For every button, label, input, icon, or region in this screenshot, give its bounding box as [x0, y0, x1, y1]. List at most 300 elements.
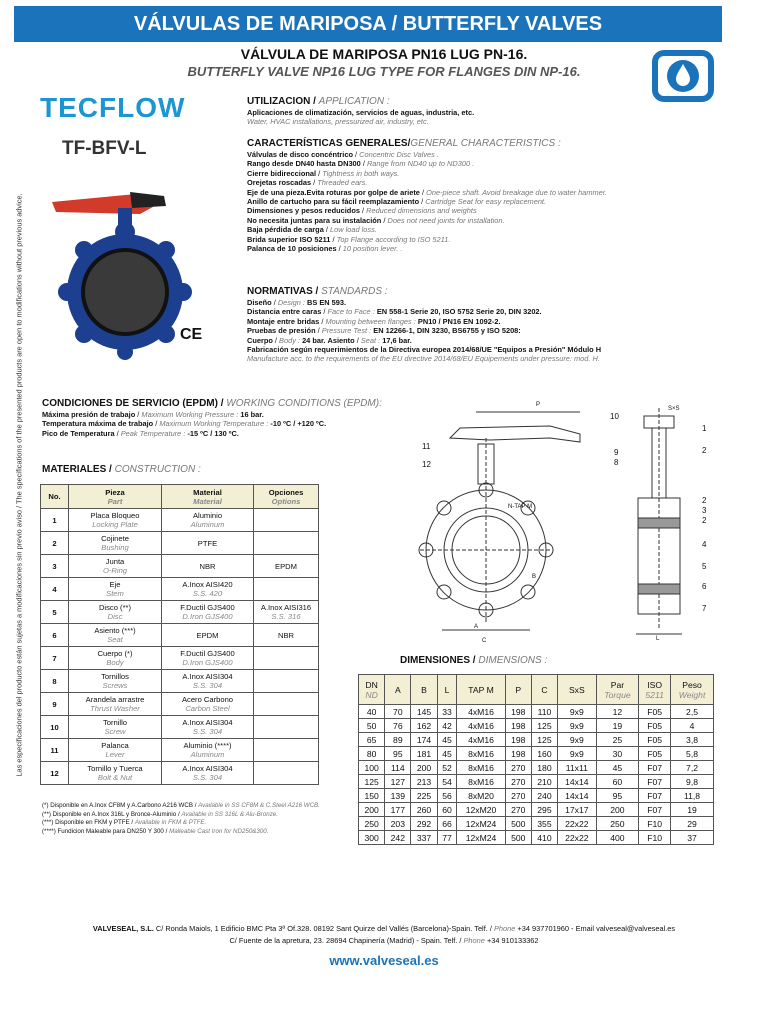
- characteristic-en: Cartridge Seat for easy replacement.: [425, 197, 547, 207]
- material-cell-en: S.S. 420: [192, 589, 223, 598]
- dimension-header: [437, 675, 457, 705]
- dimension-header: [596, 675, 639, 705]
- note-en: Available in SS CF8M & C.Steel A216 WCB.: [198, 802, 320, 809]
- row-number: 5: [41, 601, 69, 624]
- table-row: [41, 624, 319, 647]
- option-cell: [254, 578, 319, 601]
- dimension-cell: 9x9: [558, 733, 597, 747]
- option-cell: [254, 693, 319, 716]
- condition-en: Maximum Working Pressure :: [141, 410, 239, 419]
- dimension-cell: 355: [531, 817, 557, 831]
- material-cell-en: Carbon Steel: [185, 704, 230, 713]
- table-row: [41, 509, 319, 532]
- material-cell-es: A.Inox AISI304: [182, 718, 233, 727]
- dimension-cell: 114: [385, 761, 411, 775]
- part-cell-es: Asiento (***): [94, 626, 136, 635]
- standard-value: EN 12266-1, DIN 3230, BS6755 y ISO 5208:: [373, 326, 521, 336]
- row-number: 3: [41, 555, 69, 578]
- row-number: 6: [41, 624, 69, 647]
- dimension-cell: 66: [437, 817, 457, 831]
- note-item: [42, 819, 402, 828]
- part-cell-en: Body: [106, 658, 124, 667]
- part-cell: [69, 601, 162, 624]
- standard-en: Pressure Test :: [321, 326, 372, 336]
- part-cell: [69, 578, 162, 601]
- option-cell: [254, 601, 319, 624]
- dimension-cell: 45: [437, 733, 457, 747]
- dimension-cell: 12xM24: [457, 817, 505, 831]
- material-cell: [162, 509, 254, 532]
- option-cell-es: A.Inox AISI316: [260, 603, 312, 612]
- dimension-cell: 4xM16: [457, 719, 505, 733]
- part-cell-en: Bushing: [101, 543, 129, 552]
- ce-mark: CE: [180, 326, 203, 343]
- dimension-cell: 213: [411, 775, 437, 789]
- dimension-header-label: P: [515, 684, 522, 695]
- dimension-cell: 127: [385, 775, 411, 789]
- website-link[interactable]: www.valveseal.es: [329, 953, 439, 968]
- water-drop-logo-icon: [652, 50, 714, 102]
- condition-item: Pico de Temperatura / Peak Temperature : -15 ºC / 130 ºC.: [42, 428, 239, 438]
- table-row: [41, 532, 319, 555]
- dimension-cell: 77: [437, 831, 457, 845]
- footer-address-2: C/ Fuente de la apretura, 23. 28694 Chapinería (Madrid) - Spain. Telf. / Phone +34 910133362: [229, 936, 539, 945]
- characteristics-section: CARACTERÍSTICAS GENERALES/GENERAL CHARACTERISTICS : Válvulas de disco concéntrico / Concentric Disc Valves . Rango desde DN40 hasta DN300 / Range from ND40 up to ND300 . Cierre bidireccional / Tightness in both ways. Orejetas roscadas / Threaded ears. Eje de una pieza.Evita roturas por golpe de ariete / One-piece shaft. Avoid breakage due to water hammer. Anillo de cartucho para su fácil reemplazamiento / Cartridge Seat for easy replacement. Dimensiones y pesos reducidos / Reduced dimensions and weights No necesita juntas para su instalación / Does not need joints for installation. Baja pérdida de carga / Low load loss. Brida superior ISO 5211 / Top Flange according to ISO 5211. Palanca de 10 posiciones / 10 position lever. .: [247, 138, 727, 253]
- standard-en: Mounting between flanges :: [325, 316, 416, 326]
- condition-en: Peak Temperature :: [120, 428, 186, 438]
- part-cell-es: Cuerpo (*): [97, 649, 133, 658]
- characteristic-en: Reduced dimensions and weights: [366, 206, 477, 216]
- row-number: 12: [41, 762, 69, 785]
- dimension-cell: 292: [411, 817, 437, 831]
- condition-es: Temperatura máxima de trabajo: [42, 419, 154, 429]
- table-row: [359, 831, 714, 845]
- dimension-cell: 225: [411, 789, 437, 803]
- dimension-cell: 260: [411, 803, 437, 817]
- dimension-cell: 4xM16: [457, 705, 505, 719]
- dimension-cell: 250: [359, 817, 385, 831]
- condition-value: -10 ºC / +120 ºC.: [270, 419, 327, 429]
- part-cell-en: Stem: [106, 589, 124, 598]
- model-code: TF-BFV-L: [62, 138, 147, 159]
- dimension-cell: 22x22: [558, 817, 597, 831]
- characteristic-en: Does not need joints for installation.: [387, 215, 505, 225]
- material-cell: [162, 578, 254, 601]
- option-cell: [254, 670, 319, 693]
- note-es: (**) Disponible en A.Inox 316L y Bronce-Aluminio /: [42, 810, 180, 818]
- dimension-cell: F07: [639, 775, 671, 789]
- part-cell-es: Arandela arrastre: [85, 695, 145, 704]
- dimension-cell: 9x9: [558, 719, 597, 733]
- dimension-cell: 240: [531, 789, 557, 803]
- material-cell: [162, 532, 254, 555]
- col-material: Material Material: [162, 485, 254, 509]
- material-cell: [162, 670, 254, 693]
- part-cell-en: O-Ring: [102, 566, 128, 575]
- table-row: [359, 789, 714, 803]
- dimension-cell: 270: [505, 761, 531, 775]
- characteristic-es: Rango desde DN40 hasta DN300: [247, 159, 361, 169]
- material-cell: [162, 762, 254, 785]
- part-cell: [69, 509, 162, 532]
- dimension-cell: 203: [385, 817, 411, 831]
- material-cell-en: D.Iron GJS400: [182, 612, 233, 621]
- option-cell: [254, 716, 319, 739]
- table-row: [41, 601, 319, 624]
- dimension-cell: 337: [411, 831, 437, 845]
- dimension-header: [558, 675, 597, 705]
- table-row: [359, 761, 714, 775]
- table-row: [359, 803, 714, 817]
- standard-en: Face to Face :: [327, 307, 375, 317]
- dimension-cell: 125: [359, 775, 385, 789]
- part-cell-en: Thrust Washer: [90, 704, 140, 713]
- table-row: [41, 716, 319, 739]
- characteristic-es: Válvulas de disco concéntrico: [247, 150, 353, 159]
- dimension-cell: 295: [531, 803, 557, 817]
- dimension-cell: 12: [596, 705, 639, 719]
- dimension-cell: 150: [359, 789, 385, 803]
- dimension-cell: 4: [671, 719, 714, 733]
- dimension-cell: 45: [596, 761, 639, 775]
- table-row: [359, 733, 714, 747]
- note-en: Available in FKM & PTFE.: [134, 819, 207, 827]
- materials-notes: [42, 802, 402, 836]
- dimension-cell: 4xM16: [457, 733, 505, 747]
- material-cell-en: S.S. 304: [192, 727, 223, 736]
- dimension-cell: 22x22: [558, 831, 597, 845]
- dimension-cell: 242: [385, 831, 411, 845]
- characteristic-item: Baja pérdida de carga / Low load loss.: [247, 225, 377, 235]
- characteristic-en: Tightness in both ways.: [322, 168, 400, 178]
- col-part: Pieza Part: [69, 485, 162, 509]
- row-number: 10: [41, 716, 69, 739]
- dimensions-heading: DIMENSIONES / DIMENSIONS :: [400, 655, 548, 666]
- dimension-cell: 37: [671, 831, 714, 845]
- dimension-header-label: Par: [610, 679, 625, 690]
- dimension-cell: 198: [505, 747, 531, 761]
- dimension-cell: F05: [639, 719, 671, 733]
- standard-es: Diseño: [247, 298, 272, 307]
- note-item: [42, 802, 402, 811]
- characteristic-es: Dimensiones y pesos reducidos: [247, 206, 360, 216]
- working-conditions-section: CONDICIONES DE SERVICIO (EPDM) / WORKING CONDITIONS (EPDM): Máxima presión de trabajo / Maximum Working Pressure : 16 bar. Temperatura máxima de trabajo / Maximum Working Temperature : -10 ºC / +120 ºC. Pico de Temperatura / Peak Temperature : -15 ºC / 130 ºC.: [42, 398, 402, 438]
- dimension-cell: 200: [411, 761, 437, 775]
- characteristic-en: Top Flange according to ISO 5211.: [336, 234, 451, 244]
- material-cell-es: A.Inox AISI304: [182, 764, 233, 773]
- note-item: [42, 811, 402, 820]
- materials-heading: MATERIALES / CONSTRUCTION :: [42, 464, 201, 475]
- dimension-cell: 80: [359, 747, 385, 761]
- standard-item: Diseño / Design : BS EN 593.: [247, 298, 347, 307]
- dimension-cell: 11x11: [558, 761, 597, 775]
- characteristic-item: No necesita juntas para su instalación / Does not need joints for installation.: [247, 215, 505, 225]
- characteristic-item: Brida superior ISO 5211 / Top Flange according to ISO 5211.: [247, 234, 451, 244]
- material-cell-es: Aluminio (****): [183, 741, 232, 750]
- dimension-cell: 33: [437, 705, 457, 719]
- dimension-cell: 89: [385, 733, 411, 747]
- dimension-cell: 60: [596, 775, 639, 789]
- part-cell-es: Disco (**): [98, 603, 132, 612]
- dimension-cell: 270: [505, 803, 531, 817]
- dimension-cell: 174: [411, 733, 437, 747]
- dimension-cell: F10: [639, 831, 671, 845]
- part-cell-es: Tornillo y Tuerca: [87, 764, 143, 773]
- standard-item: Montaje entre bridas / Mounting between flanges : PN10 / PN16 EN 1092-2.: [247, 316, 501, 326]
- dimension-cell: 9,8: [671, 775, 714, 789]
- material-cell-es: F.Ductil GJS400: [180, 649, 235, 658]
- dimension-header: [385, 675, 411, 705]
- table-row: [41, 555, 319, 578]
- material-cell-es: Acero Carbono: [181, 695, 234, 704]
- standard-es: Distancia entre caras: [247, 307, 322, 317]
- dimension-cell: 270: [505, 775, 531, 789]
- option-cell: [254, 532, 319, 555]
- dimension-cell: 25: [596, 733, 639, 747]
- table-row: [359, 775, 714, 789]
- dimension-cell: 110: [531, 705, 557, 719]
- option-cell: [254, 647, 319, 670]
- dimension-cell: 8xM16: [457, 747, 505, 761]
- dimension-cell: 60: [437, 803, 457, 817]
- dimension-cell: 11,8: [671, 789, 714, 803]
- dimension-cell: 400: [596, 831, 639, 845]
- material-cell-es: EPDM: [196, 630, 219, 640]
- dimension-cell: 5,8: [671, 747, 714, 761]
- dimension-cell: F07: [639, 789, 671, 803]
- characteristic-es: Eje de una pieza.Evita roturas por golpe de ariete: [247, 187, 420, 197]
- dimension-header: [411, 675, 437, 705]
- characteristic-es: Palanca de 10 posiciones: [247, 244, 337, 254]
- col-no: No.: [41, 485, 69, 509]
- dimension-header-sub: Weight: [678, 689, 706, 700]
- material-cell-en: Aluminum: [190, 750, 225, 759]
- row-number: 1: [41, 509, 69, 532]
- dimension-cell: 125: [531, 719, 557, 733]
- materials-table: [40, 484, 319, 785]
- part-cell-en: Lever: [105, 750, 125, 759]
- dimension-cell: 3,8: [671, 733, 714, 747]
- dimension-cell: 52: [437, 761, 457, 775]
- table-row: [359, 705, 714, 719]
- dimension-cell: 19: [671, 803, 714, 817]
- dimension-cell: 500: [505, 817, 531, 831]
- dimension-cell: 70: [385, 705, 411, 719]
- dimension-cell: 8xM16: [457, 775, 505, 789]
- dimension-cell: 181: [411, 747, 437, 761]
- table-row: [359, 817, 714, 831]
- dimension-cell: 200: [359, 803, 385, 817]
- dimension-cell: 500: [505, 831, 531, 845]
- dimension-header-label: TAP M: [468, 684, 494, 695]
- dimension-header-label: DN: [365, 679, 378, 690]
- option-cell: [254, 555, 319, 578]
- option-cell: [254, 509, 319, 532]
- material-cell-en: S.S. 304: [192, 681, 223, 690]
- option-cell: [254, 624, 319, 647]
- material-cell: [162, 716, 254, 739]
- dimension-cell: 200: [596, 803, 639, 817]
- dimension-cell: 40: [359, 705, 385, 719]
- dimension-cell: 19: [596, 719, 639, 733]
- characteristic-item: Válvulas de disco concéntrico / Concentric Disc Valves .: [247, 150, 439, 159]
- part-cell-en: Bolt & Nut: [97, 773, 133, 782]
- dimension-header-label: B: [421, 684, 427, 695]
- material-cell: [162, 739, 254, 762]
- note-es: (***) Disponible en FKM y PTFE /: [42, 819, 134, 827]
- characteristic-item: Dimensiones y pesos reducidos / Reduced dimensions and weights: [247, 206, 477, 216]
- characteristic-item: Orejetas roscadas / Threaded ears.: [247, 178, 368, 188]
- part-cell: [69, 739, 162, 762]
- option-cell: [254, 762, 319, 785]
- row-number: 4: [41, 578, 69, 601]
- table-row: [41, 670, 319, 693]
- dimension-cell: F10: [639, 817, 671, 831]
- part-cell-es: Tornillos: [101, 672, 129, 681]
- part-cell: [69, 647, 162, 670]
- dimension-cell: 300: [359, 831, 385, 845]
- dimension-cell: F07: [639, 761, 671, 775]
- dimension-header-sub: Torque: [604, 689, 631, 700]
- option-cell-es: EPDM: [275, 561, 297, 571]
- condition-value: 16 bar.: [240, 410, 264, 419]
- part-cell: [69, 624, 162, 647]
- part-cell-es: Eje: [109, 580, 121, 589]
- dimension-cell: 410: [531, 831, 557, 845]
- table-row: [41, 739, 319, 762]
- material-cell: [162, 624, 254, 647]
- material-cell-es: A.Inox AISI420: [182, 580, 233, 589]
- table-row: [359, 747, 714, 761]
- characteristic-item: Rango desde DN40 hasta DN300 / Range from ND40 up to ND300 .: [247, 159, 475, 169]
- standard-value: PN10 / PN16 EN 1092-2.: [417, 316, 501, 326]
- title-es: VÁLVULA DE MARIPOSA PN16 LUG PN-16.: [240, 46, 528, 62]
- standard-en: Design :: [277, 298, 305, 307]
- standard-item: Distancia entre caras / Face to Face : EN 558-1 Serie 20, ISO 5752 Serie 20, DIN 3202.: [247, 307, 542, 317]
- dimension-cell: 160: [531, 747, 557, 761]
- dimensions-header-row: [359, 675, 714, 705]
- dimension-cell: 95: [596, 789, 639, 803]
- dimension-cell: 250: [596, 817, 639, 831]
- condition-item: Máxima presión de trabajo / Maximum Working Pressure : 16 bar.: [42, 410, 264, 419]
- characteristic-en: One-piece shaft. Avoid breakage due to water hammer.: [426, 187, 607, 197]
- part-cell-en: Screw: [104, 727, 126, 736]
- dimension-cell: 76: [385, 719, 411, 733]
- part-cell: [69, 693, 162, 716]
- page-banner: VÁLVULAS DE MARIPOSA / BUTTERFLY VALVES: [14, 6, 722, 42]
- part-cell: [69, 555, 162, 578]
- table-row: [41, 578, 319, 601]
- dimension-header: [359, 675, 385, 705]
- dimension-cell: 9x9: [558, 747, 597, 761]
- part-cell-es: Tornillo: [102, 718, 128, 727]
- dimension-cell: 125: [531, 733, 557, 747]
- col-options: Opciones Options: [254, 485, 319, 509]
- dimension-cell: F05: [639, 705, 671, 719]
- dimension-cell: 145: [411, 705, 437, 719]
- table-row: [359, 719, 714, 733]
- dimension-header: [671, 675, 714, 705]
- dimension-cell: 180: [531, 761, 557, 775]
- material-cell-es: F.Ductil GJS400: [180, 603, 235, 612]
- dimension-cell: 30: [596, 747, 639, 761]
- condition-es: Pico de Temperatura: [42, 428, 115, 438]
- side-disclaimer: Las especificaciones del producto están sujetas a modificaciones sin previo aviso / The specifications of the presented products are open to modifications without previous advice.: [14, 193, 24, 777]
- row-number: 11: [41, 739, 69, 762]
- part-cell-es: Placa Bloqueo: [90, 511, 140, 520]
- dimension-cell: 50: [359, 719, 385, 733]
- footer-address-1: VALVESEAL, S.L. C/ Ronda Maiols, 1 Edificio BMC Pta 3ª Of.328. 08192 Sant Quirze del Vallés (Barcelona)-Spain. Telf. / Phone +34 937701960 - Email valveseal@valveseal.es: [92, 924, 676, 933]
- dimension-cell: 139: [385, 789, 411, 803]
- dimension-cell: F05: [639, 747, 671, 761]
- standard-es: Montaje entre bridas: [247, 316, 320, 326]
- characteristic-es: Anillo de cartucho para su fácil reemplazamiento: [247, 197, 420, 207]
- characteristic-item: Anillo de cartucho para su fácil reemplazamiento / Cartridge Seat for easy replacement.: [247, 197, 547, 207]
- dimension-header-label: A: [394, 684, 401, 695]
- dimension-header-sub: 5211: [645, 689, 664, 700]
- part-cell-en: Locking Plate: [92, 520, 138, 529]
- row-number: 2: [41, 532, 69, 555]
- dimension-header: [639, 675, 671, 705]
- application-section: UTILIZACION / APPLICATION : Aplicaciones de climatización, servicios de aguas, industria, etc. Water, HVAC installations, pressurized air, industry, etc.: [247, 96, 475, 127]
- row-number: 7: [41, 647, 69, 670]
- part-cell-en: Screws: [102, 681, 128, 690]
- dimension-cell: 7,2: [671, 761, 714, 775]
- characteristic-es: Orejetas roscadas: [247, 178, 312, 188]
- dimension-cell: 95: [385, 747, 411, 761]
- dimension-cell: 270: [505, 789, 531, 803]
- characteristic-es: Cierre bidireccional: [247, 168, 317, 178]
- dimension-cell: 65: [359, 733, 385, 747]
- dimension-cell: F07: [639, 803, 671, 817]
- dimension-cell: 9x9: [558, 705, 597, 719]
- characteristic-es: Brida superior ISO 5211: [247, 234, 331, 244]
- note-en: Available in SS 316L & Alu-Bronze.: [181, 810, 278, 818]
- option-cell: [254, 739, 319, 762]
- note-en: Malleable Cast Iron for ND250&300.: [169, 827, 269, 835]
- dimension-header: [505, 675, 531, 705]
- dimension-cell: 210: [531, 775, 557, 789]
- row-number: 8: [41, 670, 69, 693]
- part-cell: [69, 716, 162, 739]
- dimension-cell: 177: [385, 803, 411, 817]
- dimension-cell: 29: [671, 817, 714, 831]
- part-cell: [69, 532, 162, 555]
- characteristic-item: Palanca de 10 posiciones / 10 position lever. .: [247, 244, 403, 254]
- dimension-cell: 14x14: [558, 775, 597, 789]
- dimension-cell: 8xM16: [457, 761, 505, 775]
- dimension-cell: 198: [505, 719, 531, 733]
- table-row: [41, 762, 319, 785]
- material-cell: [162, 555, 254, 578]
- dimension-cell: 198: [505, 705, 531, 719]
- dimension-header: [531, 675, 557, 705]
- characteristic-item: Eje de una pieza.Evita roturas por golpe de ariete / One-piece shaft. Avoid breakage due to water hammer.: [247, 187, 607, 197]
- part-cell-es: Cojinete: [101, 534, 129, 543]
- material-cell-es: NBR: [199, 561, 216, 571]
- part-cell-en: Seat: [107, 635, 123, 644]
- part-cell: [69, 762, 162, 785]
- dimension-cell: 42: [437, 719, 457, 733]
- condition-es: Máxima presión de trabajo: [42, 410, 136, 419]
- note-item: [42, 828, 402, 837]
- dimension-cell: 8xM20: [457, 789, 505, 803]
- condition-value: -15 ºC / 130 ºC.: [187, 428, 239, 438]
- standard-item: Pruebas de presión / Pressure Test : EN 12266-1, DIN 3230, BS6755 y ISO 5208:: [247, 326, 521, 336]
- material-cell: [162, 693, 254, 716]
- dimension-header-label: ISO: [647, 679, 663, 690]
- dimension-cell: 100: [359, 761, 385, 775]
